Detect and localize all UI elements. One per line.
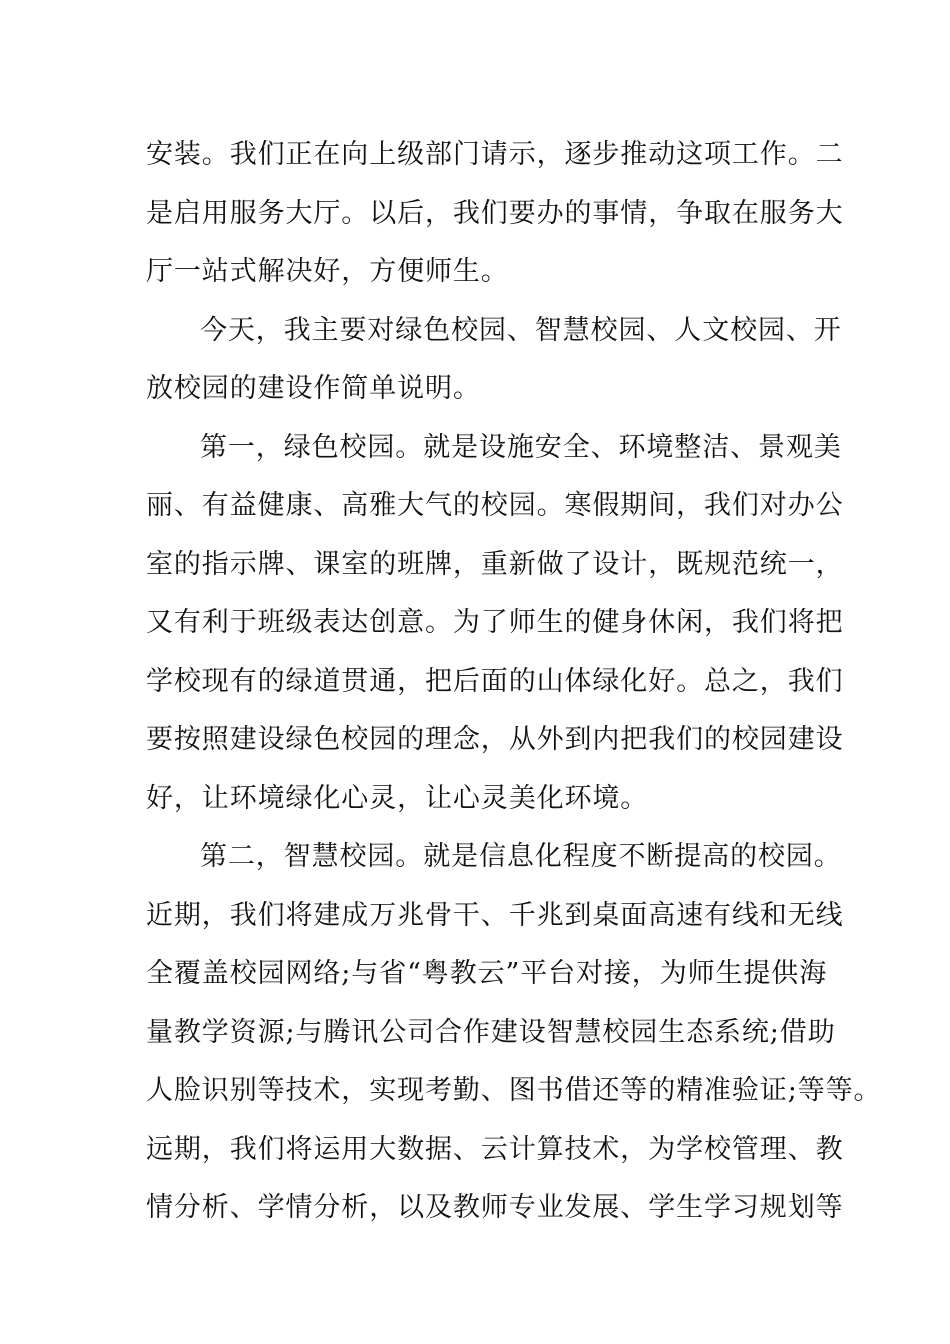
body-text — [146, 128, 882, 1240]
text-line-14: 近期，我们将建成万兆骨干、千兆到桌面高速有线和无线 — [146, 899, 844, 931]
text-line-13: 第二，智慧校园。就是信息化程度不断提高的校园。 — [200, 841, 842, 872]
text-line-5: 放校园的建设作简单说明。 — [146, 373, 481, 404]
text-line-19: 情分析、学情分析，以及教师专业发展、学生学习规划等 — [146, 1192, 844, 1223]
text-line-10: 学校现有的绿道贯通，把后面的山体绿化好。总之，我们 — [146, 665, 844, 697]
text-line-18: 远期，我们将运用大数据、云计算技术，为学校管理、教 — [146, 1133, 844, 1165]
text-line-16: 量教学资源;与腾讯公司合作建设智慧校园生态系统;借助 — [146, 1016, 836, 1048]
text-line-4: 今天，我主要对绿色校园、智慧校园、人文校园、开 — [200, 314, 842, 346]
text-line-3: 厅一站式解决好，方便师生。 — [146, 256, 509, 287]
text-line-7: 丽、有益健康、高雅大气的校园。寒假期间，我们对办公 — [146, 490, 844, 521]
text-line-9: 又有利于班级表达创意。为了师生的健身休闲，我们将把 — [146, 607, 844, 638]
text-line-11: 要按照建设绿色校园的理念，从外到内把我们的校园建设 — [146, 724, 844, 755]
text-line-15: 全覆盖校园网络;与省“粤教云”平台对接，为师生提供海 — [146, 958, 828, 989]
text-line-2: 是启用服务大厅。以后，我们要办的事情，争取在服务大 — [146, 197, 844, 229]
text-line-17: 人脸识别等技术，实现考勤、图书借还等的精准验证;等等。 — [146, 1075, 882, 1106]
text-line-6: 第一，绿色校园。就是设施安全、环境整洁、景观美 — [200, 431, 842, 463]
text-line-8: 室的指示牌、课室的班牌，重新做了设计，既规范统一， — [146, 548, 844, 580]
text-line-1: 安装。我们正在向上级部门请示，逐步推动这项工作。二 — [146, 139, 844, 170]
text-line-12: 好，让环境绿化心灵，让心灵美化环境。 — [146, 782, 649, 814]
